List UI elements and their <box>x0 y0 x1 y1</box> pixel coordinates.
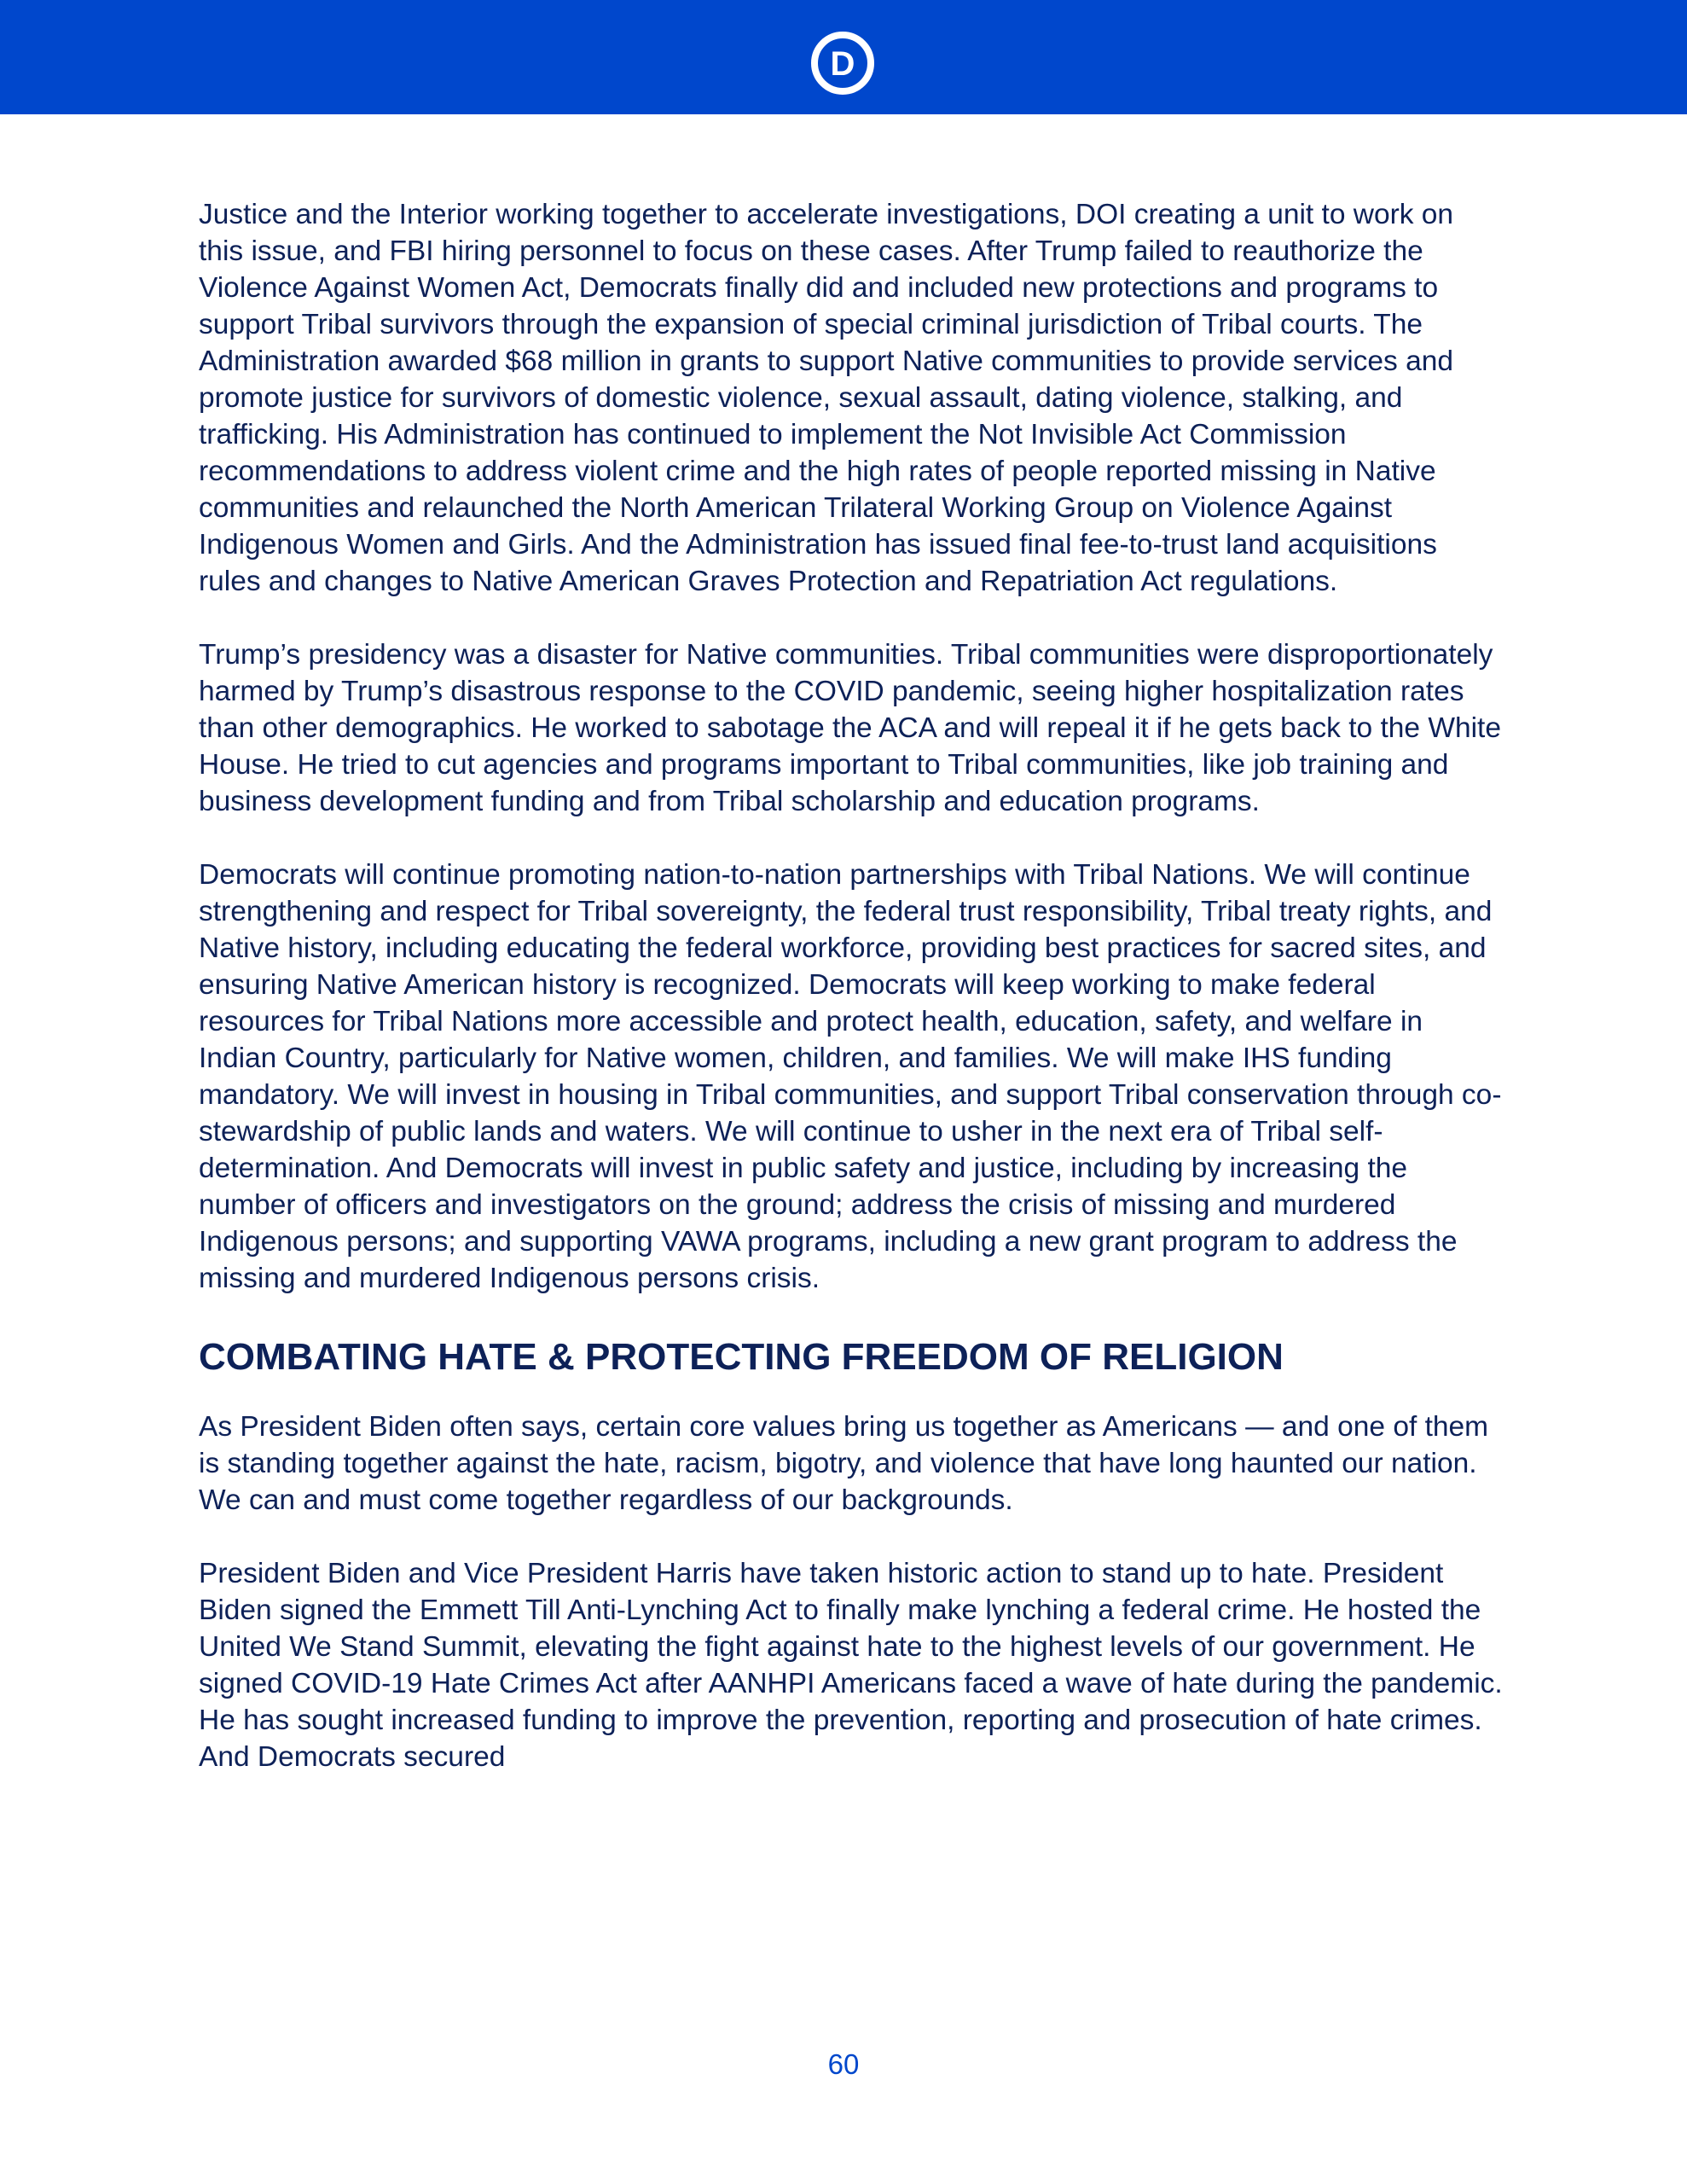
paragraph-trump-native-communities: Trump’s presidency was a disaster for Native communities. Tribal communities were disproportionately harmed by Trump’s disastrous response to the COVID pandemic, seeing higher hospitalization rates than other demographics. He worked to sabotage the ACA and will repeal it if he gets back to the White House. He tried to cut agencies and programs important to Tribal communities, like job training and business development funding and from Tribal scholarship and education programs. <box>199 639 1501 817</box>
logo-letter: D <box>830 45 855 83</box>
paragraph-tribal-justice: Justice and the Interior working together to accelerate investigations, DOI creating a unit to work on this issue, and FBI hiring personnel to focus on these cases. After Trump failed to reauthorize the Violence Against Women Act, Democrats finally did and included new protections and programs to support Tribal survivors through the expansion of special criminal jurisdiction of Tribal courts. The Administration awarded $68 million in grants to support Native communities to provide services and promote justice for survivors of domestic violence, sexual assault, dating violence, stalking, and trafficking. His Administration has continued to implement the Not Invisible Act Commission recommendations to address violent crime and the high rates of people reported missing in Native communities and relaunched the North American Trilateral Working Group on Violence Against Indigenous Women and Girls. And the Administration has issued final fee-to-trust land acquisitions rules and changes to Native American Graves Protection and Repatriation Act regulations. <box>199 199 1454 597</box>
democratic-party-d-logo-icon <box>810 31 875 96</box>
document-body <box>199 196 1504 1812</box>
section-heading: COMBATING HATE & PROTECTING FREEDOM OF RELIGION <box>199 1336 1284 1378</box>
header-bar <box>0 0 1687 114</box>
page-number: 60 <box>827 2048 860 2080</box>
paragraph-action-against-hate: President Biden and Vice President Harris have taken historic action to stand up to hate. President Biden signed the Emmett Till Anti-Lynching Act to finally make lynching a federal crime. He hosted the United We Stand Summit, elevating the fight against hate to the highest levels of our government. He signed COVID-19 Hate Crimes Act after AANHPI Americans faced a wave of hate during the pandemic. He has sought increased funding to improve the prevention, reporting and prosecution of hate crimes. And Democrats secured <box>199 1558 1503 1773</box>
paragraph-democrats-tribal-nations: Democrats will continue promoting nation-to-nation partnerships with Tribal Nations. We will continue strengthening and respect for Tribal sovereignty, the federal trust responsibility, Tribal treaty rights, and Native history, including educating the federal workforce, providing best practices for sacred sites, and ensuring Native American history is recognized. Democrats will keep working to make federal resources for Tribal Nations more accessible and protect health, education, safety, and welfare in Indian Country, particularly for Native women, children, and families. We will make IHS funding mandatory. We will invest in housing in Tribal communities, and support Tribal conservation through co-stewardship of public lands and waters. We will continue to usher in the next era of Tribal self-determination. And Democrats will invest in public safety and justice, including by increasing the number of officers and investigators on the ground; address the crisis of missing and murdered Indigenous persons; and supporting VAWA programs, including a new grant program to address the missing and murdered Indigenous persons crisis. <box>199 859 1502 1294</box>
paragraph-core-values: As President Biden often says, certain core values bring us together as Americans — and one of them is standing together against the hate, racism, bigotry, and violence that have long haunted our nation. We can and must come together regardless of our backgrounds. <box>199 1411 1489 1516</box>
